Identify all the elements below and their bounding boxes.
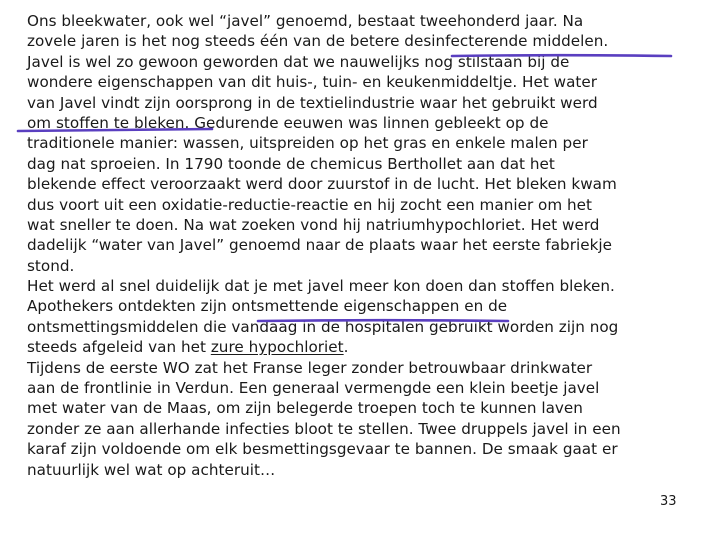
text-line <box>27 72 717 92</box>
text-line <box>27 215 717 235</box>
text-line <box>27 256 717 276</box>
text-segment: stond. <box>27 256 75 275</box>
text-line <box>27 133 717 153</box>
text-line <box>27 317 717 337</box>
text-line <box>27 337 717 357</box>
text-line <box>27 419 717 439</box>
text-line <box>27 460 717 480</box>
text-line <box>27 31 717 51</box>
text-segment: Apothekers ontdekten zijn ontsmettende eigenschappen en de <box>27 297 508 316</box>
text-segment: zovele jaren is het nog steeds één van de betere desinfecterende middelen. <box>27 32 609 51</box>
text-segment: met water van de Maas, om zijn belegerde troepen toch te kunnen laven <box>27 399 583 418</box>
text-line <box>27 11 717 31</box>
text-segment: dag nat sproeien. In 1790 toonde de chemicus Berthollet aan dat het <box>27 154 555 173</box>
text-segment: van Javel vindt zijn oorsprong in de textielindustrie waar het gebruikt werd <box>27 93 598 112</box>
body-text <box>27 11 717 480</box>
underlined-term: zure hypochloriet <box>210 338 344 357</box>
text-line <box>27 235 717 255</box>
text-line <box>27 93 717 113</box>
text-line <box>27 113 717 133</box>
text-line <box>27 296 717 316</box>
text-segment: wat sneller te doen. Na wat zoeken vond hij natriumhypochloriet. Het werd <box>27 215 600 234</box>
text-line <box>27 378 717 398</box>
text-segment: . <box>343 338 349 357</box>
text-segment: Tijdens de eerste WO zat het Franse leger zonder betrouwbaar drinkwater <box>27 358 593 377</box>
text-line <box>27 52 717 72</box>
text-segment: karaf zijn voldoende om elk besmettingsgevaar te bannen. De smaak gaat er <box>27 440 618 459</box>
text-segment: traditionele manier: wassen, uitspreiden op het gras en enkele malen per <box>27 134 588 153</box>
text-segment: dadelijk “water van Javel” genoemd naar de plaats waar het eerste fabriekje <box>27 236 613 255</box>
text-segment: Het werd al snel duidelijk dat je met javel meer kon doen dan stoffen bleken. <box>27 277 615 296</box>
text-line <box>27 174 717 194</box>
text-line <box>27 398 717 418</box>
text-segment: natuurlijk wel wat op achteruit… <box>27 460 276 479</box>
text-segment: zonder ze aan allerhande infecties bloot te stellen. Twee druppels javel in een <box>27 419 621 438</box>
text-line <box>27 154 717 174</box>
text-segment: Ons bleekwater, ook wel “javel” genoemd, bestaat tweehonderd jaar. Na <box>27 12 584 30</box>
text-line <box>27 358 717 378</box>
text-line <box>27 439 717 459</box>
text-segment: om stoffen te bleken. Gedurende eeuwen was linnen gebleekt op de <box>27 113 549 132</box>
text-segment: wondere eigenschappen van dit huis-, tuin- en keukenmiddeltje. Het water <box>27 73 598 92</box>
text-segment: aan de frontlinie in Verdun. Een generaal vermengde een klein beetje javel <box>27 379 600 398</box>
text-segment: dus voort uit een oxidatie-reductie-reactie en hij zocht een manier om het <box>27 195 593 214</box>
text-segment: steeds afgeleid van het <box>27 338 211 357</box>
text-segment: ontsmettingsmiddelen die vandaag in de hospitalen gebruikt worden zijn nog <box>27 317 619 336</box>
text-segment: Javel is wel zo gewoon geworden dat we nauwelijks nog stilstaan bij de <box>27 52 570 71</box>
text-line <box>27 195 717 215</box>
text-segment: blekende effect veroorzaakt werd door zuurstof in de lucht. Het bleken kwam <box>27 175 617 194</box>
text-line <box>27 276 717 296</box>
page-number: 33 <box>660 494 677 509</box>
